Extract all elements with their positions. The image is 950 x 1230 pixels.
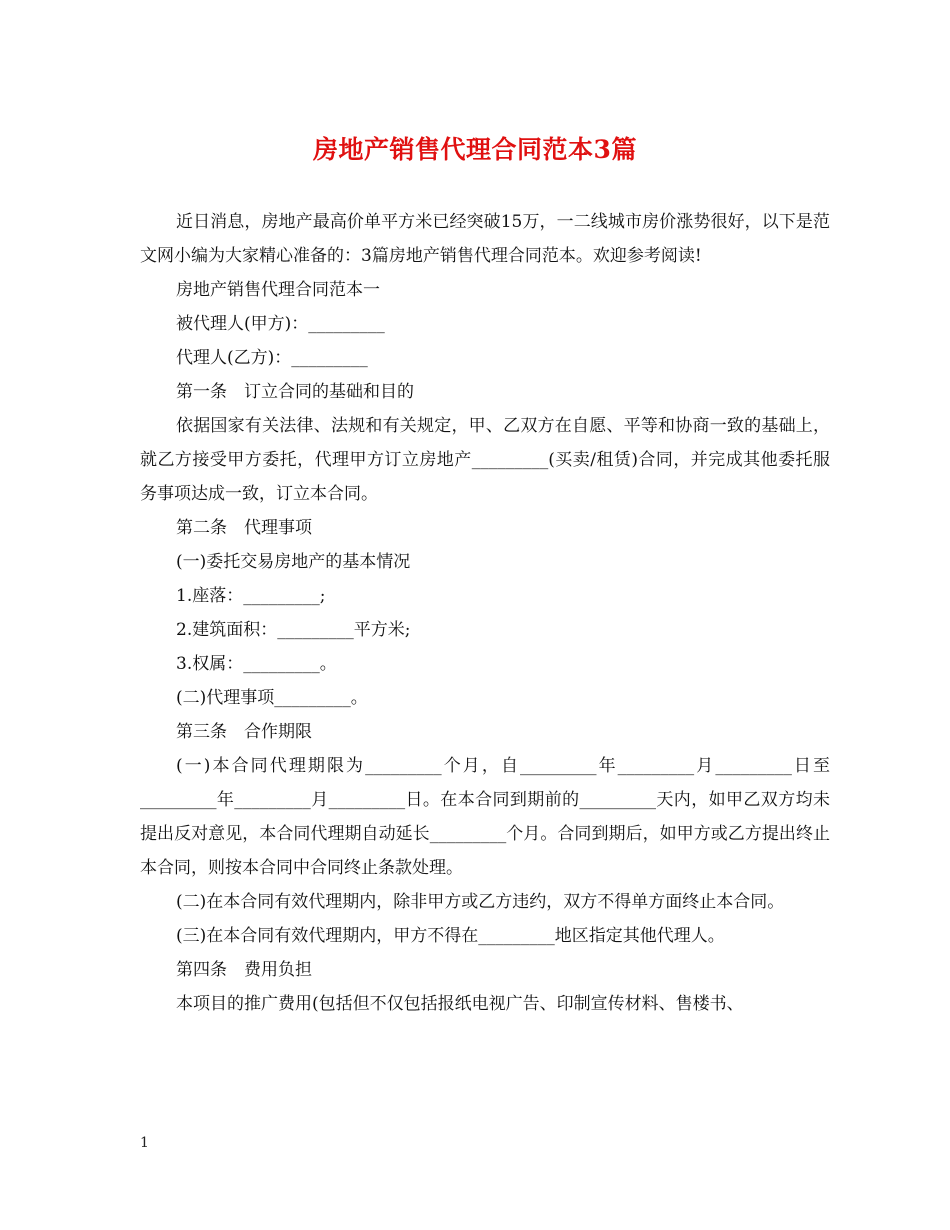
paragraph-intro: 近日消息，房地产最高价单平方米已经突破15万，一二线城市房价涨势很好，以下是范文网小编为大家精心准备的：3篇房地产销售代理合同范本。欢迎参考阅读! — [140, 212, 830, 266]
paragraph-article-1-heading: 第一条 订立合同的基础和目的 — [176, 382, 414, 402]
paragraph-party-b: 代理人(乙方)：_________ — [176, 348, 368, 368]
document-body — [140, 205, 830, 1021]
page-number: 1 — [140, 1135, 149, 1151]
paragraph-ownership: 3.权属：_________。 — [176, 654, 337, 674]
paragraph-party-a: 被代理人(甲方)：_________ — [176, 314, 385, 334]
paragraph-article-2-heading: 第二条 代理事项 — [176, 518, 312, 538]
paragraph-article-1-body: 依据国家有关法律、法规和有关规定，甲、乙双方在自愿、平等和协商一致的基础上，就乙方接受甲方委托，代理甲方订立房地产_________(买卖/租赁)合同，并完成其他委托服务事项达成一致，订立本合同。 — [140, 416, 830, 504]
paragraph-article-2-item-1: (一)委托交易房地产的基本情况 — [176, 552, 411, 572]
paragraph-article-3-heading: 第三条 合作期限 — [176, 722, 312, 742]
paragraph-location: 1.座落：_________; — [176, 586, 326, 606]
paragraph-article-4-body: 本项目的推广费用(包括但不仅包括报纸电视广告、印制宣传材料、售楼书、 — [176, 994, 744, 1014]
paragraph-article-4-heading: 第四条 费用负担 — [176, 960, 312, 980]
document-title: 房地产销售代理合同范本3篇 — [313, 135, 637, 164]
paragraph-sample-heading: 房地产销售代理合同范本一 — [176, 280, 380, 300]
paragraph-agency-matters: (二)代理事项_________。 — [176, 688, 368, 708]
paragraph-area: 2.建筑面积：_________平方米; — [176, 620, 411, 640]
paragraph-term-1: (一)本合同代理期限为_________个月，自_________年_________月_________日至_________年_________月_________日。在本合同到期前的_________天内，如甲乙双方均未提出反对意见，本合同代理期自动延长_________个月。合同到期后，如甲方或乙方提出终止本合同，则按本合同中合同终止条款处理。 — [140, 756, 830, 878]
paragraph-term-3: (三)在本合同有效代理期内，甲方不得在_________地区指定其他代理人。 — [176, 926, 725, 946]
paragraph-term-2: (二)在本合同有效代理期内，除非甲方或乙方违约，双方不得单方面终止本合同。 — [176, 892, 785, 912]
